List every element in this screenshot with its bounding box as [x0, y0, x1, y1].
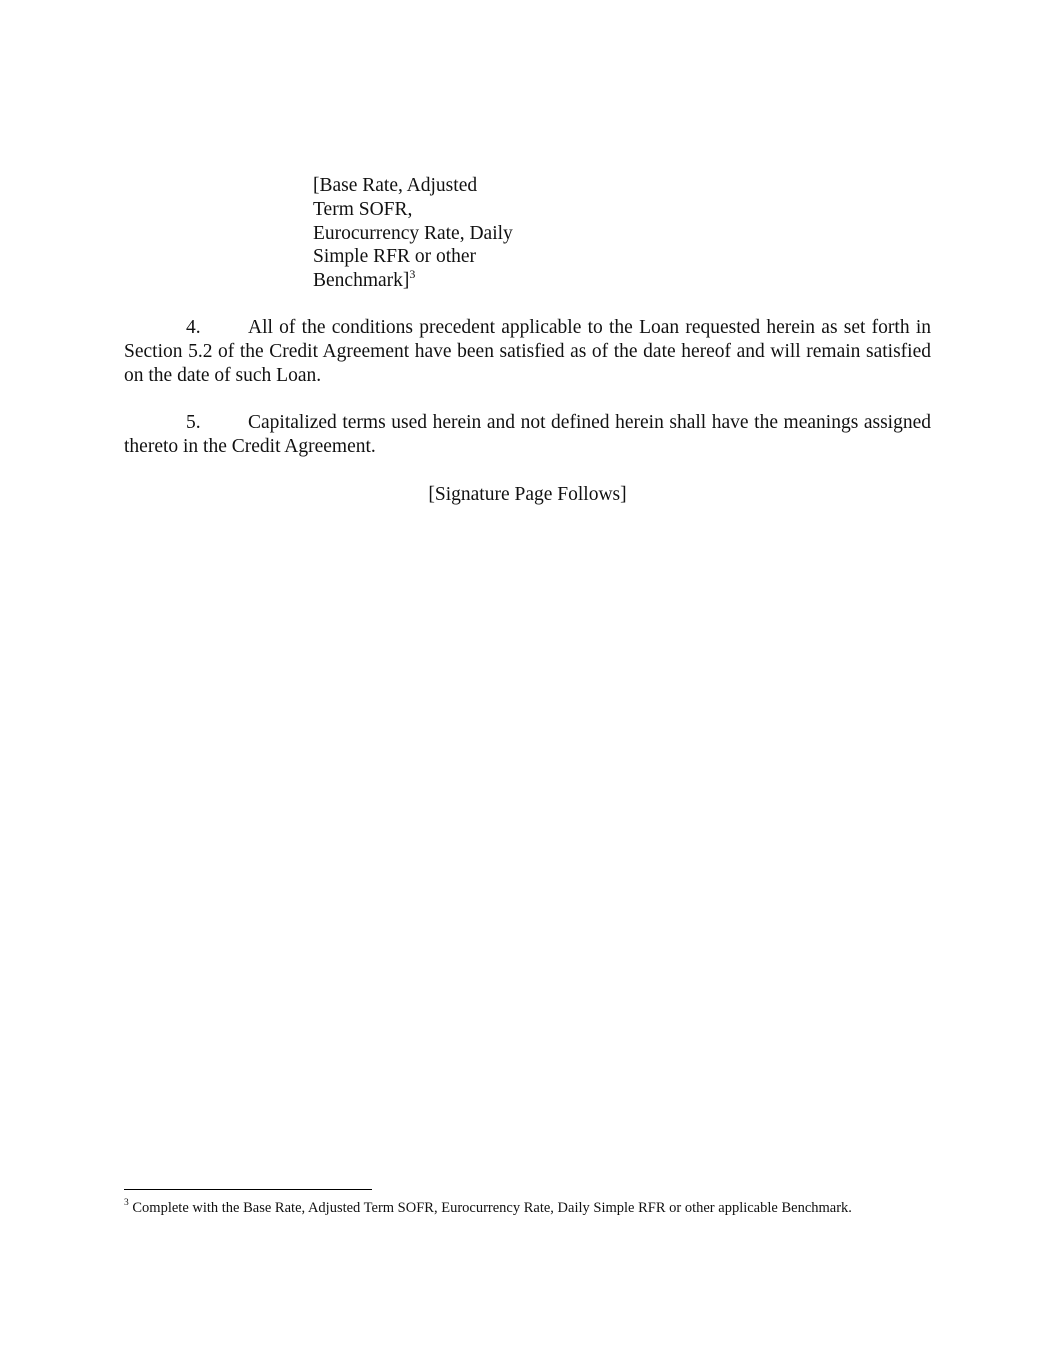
rate-line-text: Benchmark]	[313, 270, 410, 292]
footnote	[124, 1199, 852, 1217]
rate-line: [Base Rate, Adjusted	[313, 175, 478, 196]
rate-type-block	[313, 174, 513, 293]
paragraph-number: 5.	[186, 412, 201, 433]
footnote-reference[interactable]: 3	[409, 266, 416, 281]
rate-line-last	[313, 266, 513, 293]
footnote-divider	[124, 1189, 372, 1190]
rate-line: Term SOFR,	[313, 198, 413, 220]
footnote-text: Complete with the Base Rate, Adjusted Term SOFR, Eurocurrency Rate, Daily Simple RFR or other applicable Benchmark.	[132, 1200, 852, 1216]
signature-page-note: [Signature Page Follows]	[428, 484, 627, 505]
rate-line: Simple RFR or other	[313, 246, 477, 268]
paragraph-text: All of the conditions precedent applicable to the Loan requested herein as set forth in Section 5.2 of the Credit Agreement have been satisfied as of the date hereof and will remain satisfied on the date of such Loan.	[124, 317, 931, 386]
footnote-marker: 3	[124, 1198, 129, 1209]
paragraph-4	[124, 316, 931, 388]
paragraph-5	[124, 411, 931, 459]
paragraph-text: Capitalized terms used herein and not defined herein shall have the meanings assigned thereto in the Credit Agreement.	[124, 412, 931, 457]
paragraph-number: 4.	[186, 317, 201, 338]
rate-line: Eurocurrency Rate, Daily	[313, 222, 513, 244]
